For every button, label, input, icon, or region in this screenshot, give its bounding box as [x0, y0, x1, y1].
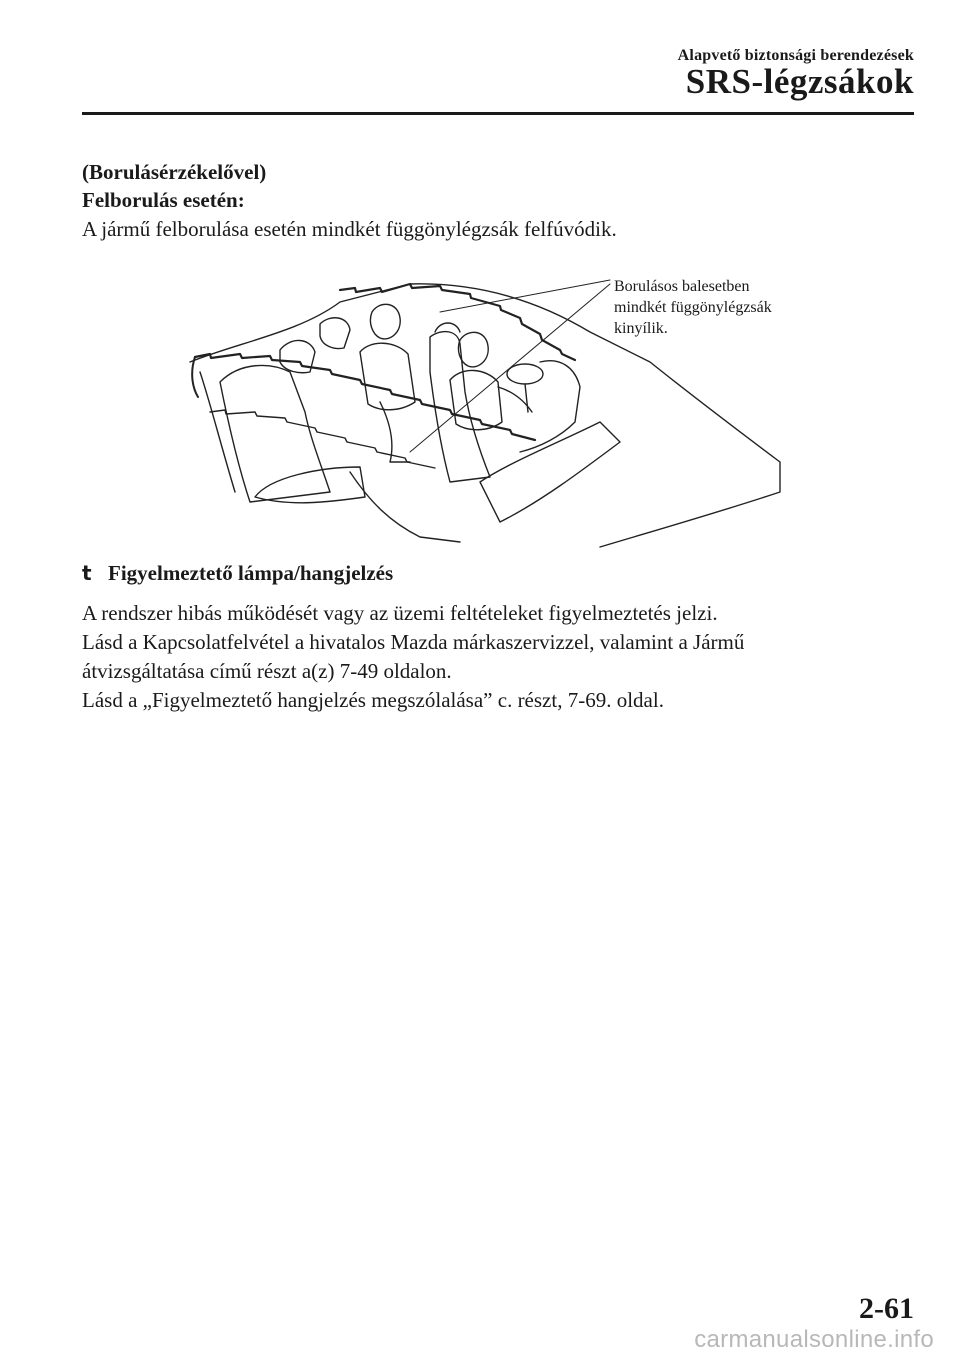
figure-callout — [614, 276, 772, 339]
front-door — [480, 422, 620, 522]
warning-text-line: A rendszer hibás működését vagy az üzemi feltételeket figyelmeztetés jelzi. — [82, 601, 718, 625]
section-bullet-icon: t — [82, 561, 92, 585]
chapter-subtitle: Alapvető biztonsági berendezések — [677, 47, 914, 64]
rear-pillar — [200, 372, 235, 492]
curtain-airbag-upper — [340, 284, 575, 360]
callout-leader-upper — [440, 280, 610, 312]
warning-text-line: Lásd a „Figyelmeztető hangjelzés megszólalása” c. részt, 7-69. oldal. — [82, 688, 664, 712]
watermark: carmanualsonline.info — [694, 1326, 934, 1353]
warning-text-line: átvizsgáltatása című részt a(z) 7-49 oldalon. — [82, 659, 452, 683]
heading-rollover-case: Felborulás esetén: — [82, 188, 245, 212]
rear-seat — [220, 365, 330, 502]
rear-passenger — [370, 304, 400, 339]
intro-text: A jármű felborulása esetén mindkét függönylégzsák felfúvódik. — [82, 217, 617, 241]
callout-leader-lower — [410, 284, 610, 452]
section-heading-warning — [82, 561, 393, 586]
page-number: 2-61 — [859, 1292, 914, 1325]
heading-rollover-sensor: (Borulásérzékelővel) — [82, 160, 267, 184]
header-divider — [82, 112, 914, 115]
callout-line: kinyílik. — [614, 320, 668, 337]
driver — [458, 332, 488, 367]
chapter-title: SRS-légzsákok — [685, 62, 914, 101]
warning-text-line: Lásd a Kapcsolatfelvétel a hivatalos Mazda márkaszervizzel, valamint a Jármű — [82, 630, 745, 654]
callout-line: mindkét függönylégzsák — [614, 299, 772, 316]
callout-line: Borulásos balesetben — [614, 278, 750, 295]
steering-wheel — [507, 364, 543, 384]
section-title: Figyelmeztető lámpa/hangjelzés — [108, 561, 394, 585]
